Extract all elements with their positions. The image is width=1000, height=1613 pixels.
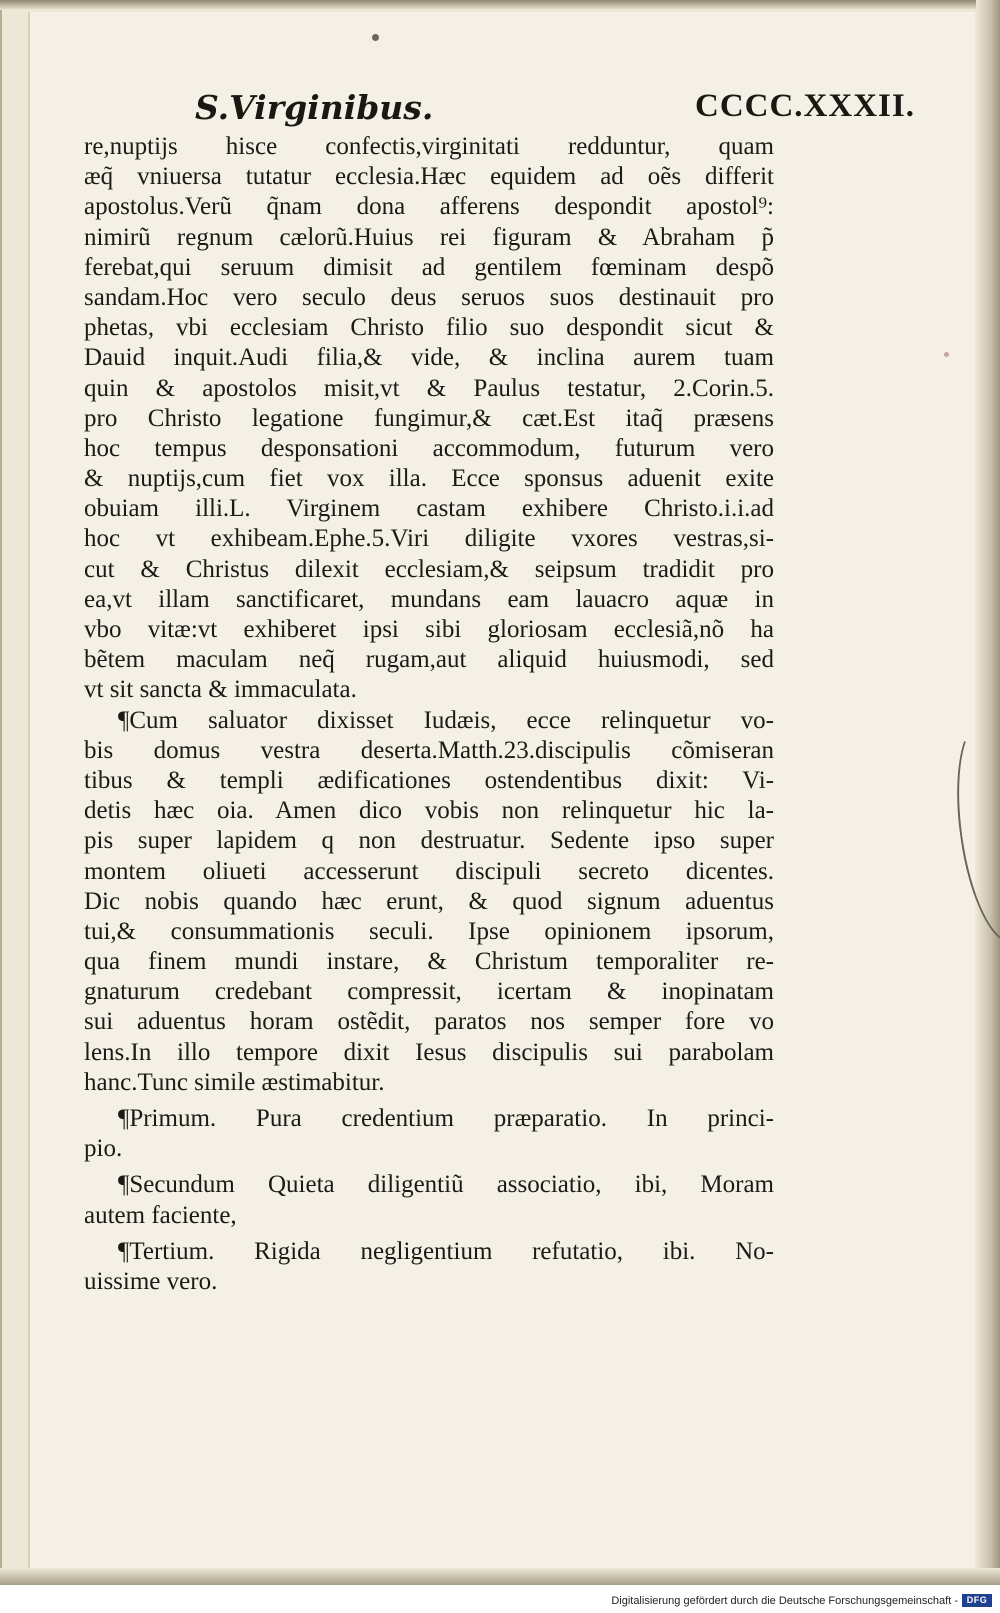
ink-speck	[944, 352, 949, 357]
text-line: & nuptijs,cum fiet vox illa. Ecce sponsus aduenit exite	[84, 465, 774, 493]
scan-top-edge	[0, 0, 1000, 10]
text-line: vt sit sancta & immaculata.	[84, 676, 357, 704]
text-line: bis domus vestra deserta.Matth.23.discipulis cõmiseran	[84, 736, 774, 764]
text-line: ferebat,qui seruum dimisit ad gentilem fœminam despõ	[84, 253, 774, 281]
text-line: gnaturum credebant compressit, icertam & inopinatam	[84, 978, 774, 1006]
ink-speck	[372, 34, 379, 41]
text-line: obuiam illi.L. Virginem castam exhibere Christo.i.i.ad	[84, 495, 774, 523]
division-primum	[84, 1104, 774, 1164]
text-line: pio.	[84, 1135, 123, 1163]
dfg-logo-icon: DFG	[962, 1594, 992, 1607]
text-line: bẽtem maculam neq̃ rugam,aut aliquid huiusmodi, sed	[84, 646, 774, 674]
text-line: detis hæc oia. Amen dico vobis non relinquetur hic la-	[84, 797, 774, 825]
division-secundum	[84, 1170, 774, 1230]
text-line: ¶Cum saluator dixisset Iudæis, ecce relinquetur vo-	[118, 706, 774, 734]
text-line: cut & Christus dilexit ecclesiam,& seipsum tradidit pro	[84, 555, 774, 583]
text-line: uissime vero.	[84, 1267, 218, 1295]
text-line: Dauid inquit.Audi filia,& vide, & inclina aurem tuam	[84, 344, 774, 372]
text-line: pro Christo legatione fungimur,& cæt.Est itaq̃ præsens	[84, 404, 774, 432]
text-line: lens.In illo tempore dixit Iesus discipulis sui parabolam	[84, 1038, 774, 1066]
text-line: ¶Tertium. Rigida negligentium refutatio, ibi. No-	[118, 1237, 774, 1265]
text-line: phetas, vbi ecclesiam Christo filio suo despondit sicut &	[84, 314, 774, 342]
text-line: hanc.Tunc simile æstimabitur.	[84, 1068, 385, 1096]
text-line: ¶Primum. Pura credentium præparatio. In princi-	[118, 1105, 774, 1132]
paragraph	[84, 706, 774, 1098]
text-line: montem oliueti accesserunt discipuli secreto dicentes.	[84, 857, 774, 885]
paragraph	[84, 132, 774, 706]
text-line: qua finem mundi instare, & Christum temporaliter re-	[84, 948, 774, 976]
digitization-footer	[0, 1588, 1000, 1613]
text-line: pis super lapidem q non destruatur. Sedente ipso super	[84, 827, 774, 855]
text-line: re,nuptijs hisce confectis,virginitati redduntur, quam	[84, 133, 774, 160]
text-line: ea,vt illam sanctificaret, mundans eam lauacro aquæ in	[84, 585, 774, 613]
text-line: apostolus.Verũ q̃nam dona afferens despondit apostol⁹:	[84, 193, 774, 221]
division-tertium	[84, 1237, 774, 1297]
text-line: quin & apostolos misit,vt & Paulus testatur, 2.Corin.5.	[84, 374, 774, 402]
text-line: nimirũ regnum cælorũ.Huius rei figuram & Abraham p̃	[84, 223, 774, 251]
text-line: ¶Secundum Quieta diligentiũ associatio, ibi, Moram	[118, 1171, 774, 1199]
page-header	[195, 88, 915, 138]
folio-number: CCCC.XXXII.	[694, 88, 915, 124]
text-line: Dic nobis quando hæc erunt, & quod signum aduentus	[84, 887, 774, 915]
text-line: æq̃ vniuersa tutatur ecclesia.Hæc equidem ad oẽs differit	[84, 163, 774, 191]
funding-credit: Digitalisierung gefördert durch die Deutsche Forschungsgemeinschaft -	[611, 1595, 958, 1607]
text-line: sandam.Hoc vero seculo deus seruos suos destinauit pro	[84, 283, 774, 311]
text-line: sui aduentus horam ostẽdit, paratos nos semper fore vo	[84, 1008, 774, 1036]
text-line: tibus & templi ædificationes ostendentibus dixit: Vi-	[84, 766, 774, 794]
text-line: vbo vitæ:vt exhiberet ipsi sibi gloriosam ecclesiã,nõ ha	[84, 616, 774, 643]
text-line: hoc tempus desponsationi accommodum, futurum vero	[84, 434, 774, 462]
text-line: autem faciente,	[84, 1201, 237, 1229]
text-line: tui,& consummationis seculi. Ipse opinionem ipsorum,	[84, 917, 774, 945]
scan-bottom-edge	[0, 1568, 1000, 1585]
body-text	[84, 132, 774, 1297]
text-line: hoc vt exhibeam.Ephe.5.Viri diligite vxores vestras,si-	[84, 525, 774, 553]
running-title: S.Virginibus.	[195, 88, 434, 127]
